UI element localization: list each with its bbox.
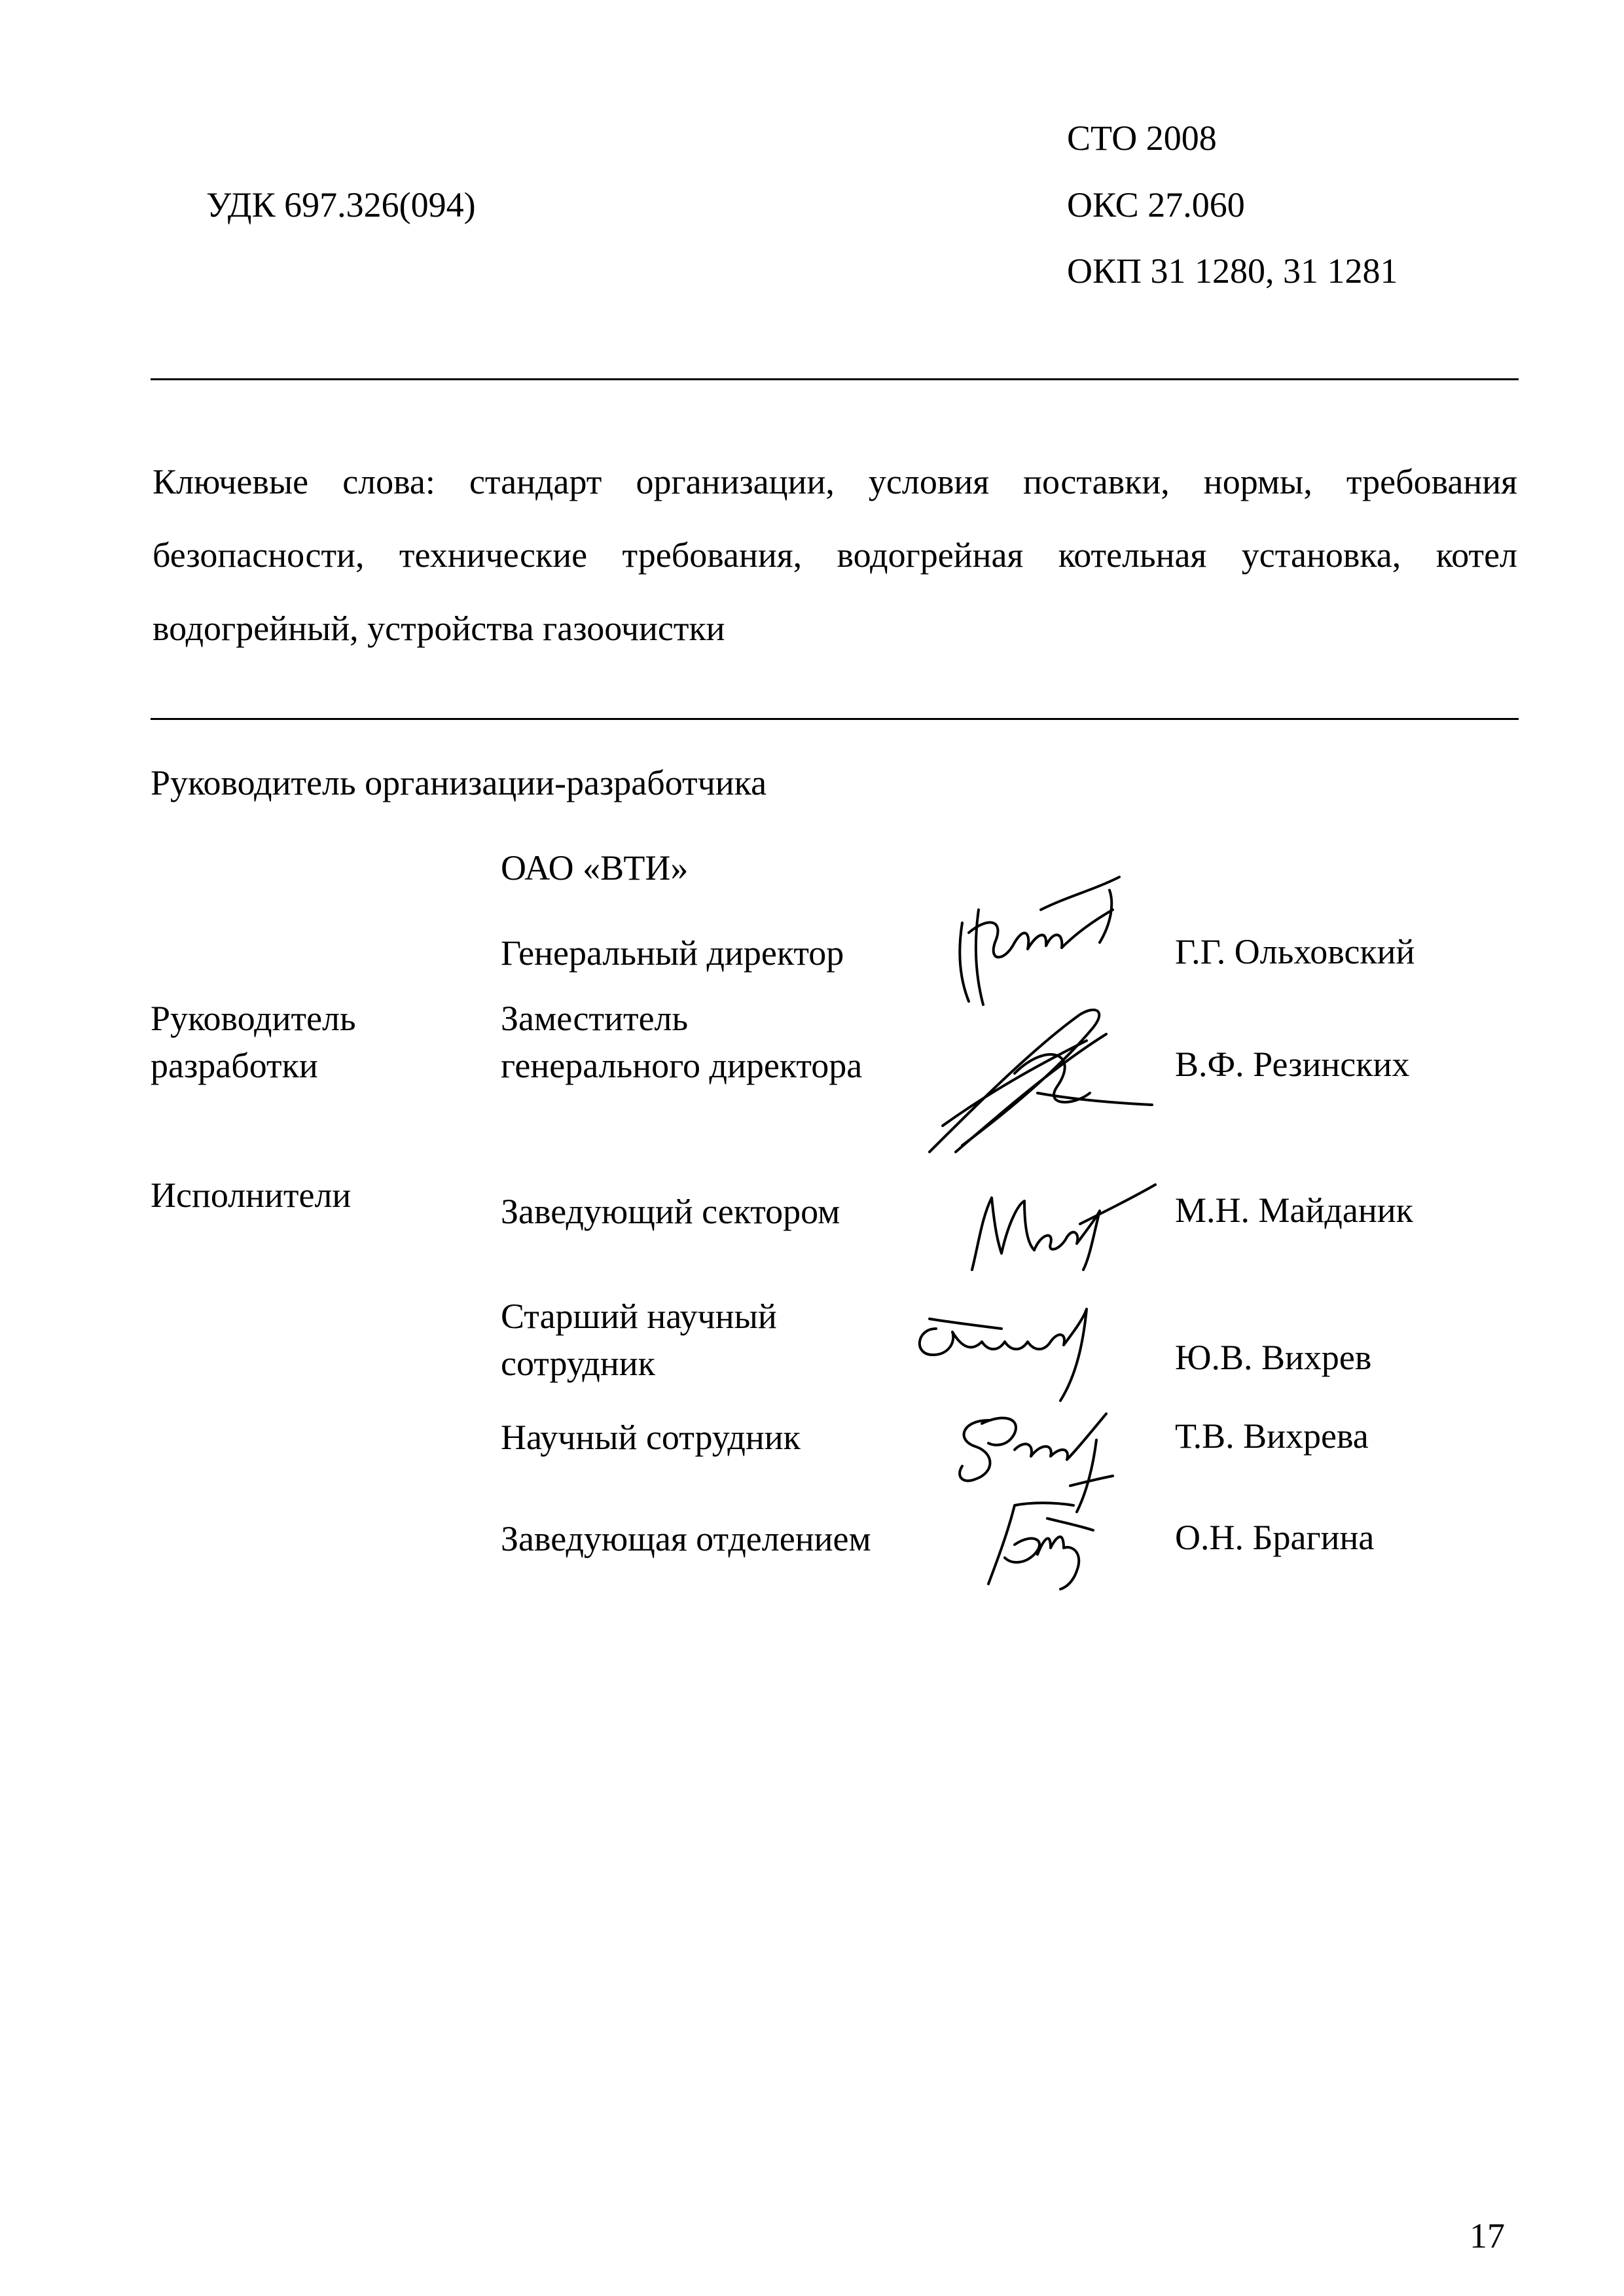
dev-head-role-line2: разработки (151, 1046, 318, 1085)
okp-code: ОКП 31 1280, 31 1281 (1067, 251, 1398, 291)
dev-head-role-line1: Руководитель (151, 999, 356, 1038)
page-number: 17 (1470, 2216, 1505, 2255)
udk-code: УДК 697.326(094) (206, 185, 476, 224)
dev-head-name: В.Ф. Резинских (1175, 1045, 1410, 1084)
executor-1-position: Заведующий сектором (501, 1192, 840, 1231)
organization-name: ОАО «ВТИ» (501, 848, 689, 888)
signature-general-director (943, 870, 1139, 1014)
executor-2-position-line2: сотрудник (501, 1344, 655, 1383)
general-director-position: Генеральный директор (501, 933, 844, 973)
signature-executor-1 (962, 1172, 1159, 1276)
executor-2-name: Ю.В. Вихрев (1175, 1338, 1372, 1377)
org-head-heading: Руководитель организации-разработчика (151, 763, 767, 802)
general-director-name: Г.Г. Ольховский (1175, 932, 1415, 971)
executors-label: Исполнители (151, 1175, 352, 1215)
dev-head-position-line2: генерального директора (501, 1046, 863, 1085)
executor-4-name: О.Н. Брагина (1175, 1518, 1375, 1557)
dev-head-position-line1: Заместитель (501, 999, 689, 1038)
sto-code: СТО 2008 (1067, 118, 1217, 158)
signature-dev-head (916, 995, 1165, 1165)
divider-top (151, 378, 1519, 380)
executor-3-name: Т.В. Вихрева (1175, 1416, 1369, 1456)
executor-3-position: Научный сотрудник (501, 1418, 801, 1457)
signature-executor-2 (910, 1302, 1106, 1407)
divider-bottom (151, 718, 1519, 720)
executor-1-name: М.Н. Майданик (1175, 1191, 1413, 1230)
oks-code: ОКС 27.060 (1067, 185, 1245, 224)
signature-executor-4 (969, 1492, 1113, 1590)
executor-2-position-line1: Старший научный (501, 1297, 777, 1336)
keywords-paragraph: Ключевые слова: стандарт организации, условия поставки, нормы, требования безопасности, технические требования, водогрейная котельная установка, котел водогрейный, устройства газоочистки (153, 462, 1517, 648)
executor-4-position: Заведующая отделением (501, 1519, 871, 1558)
